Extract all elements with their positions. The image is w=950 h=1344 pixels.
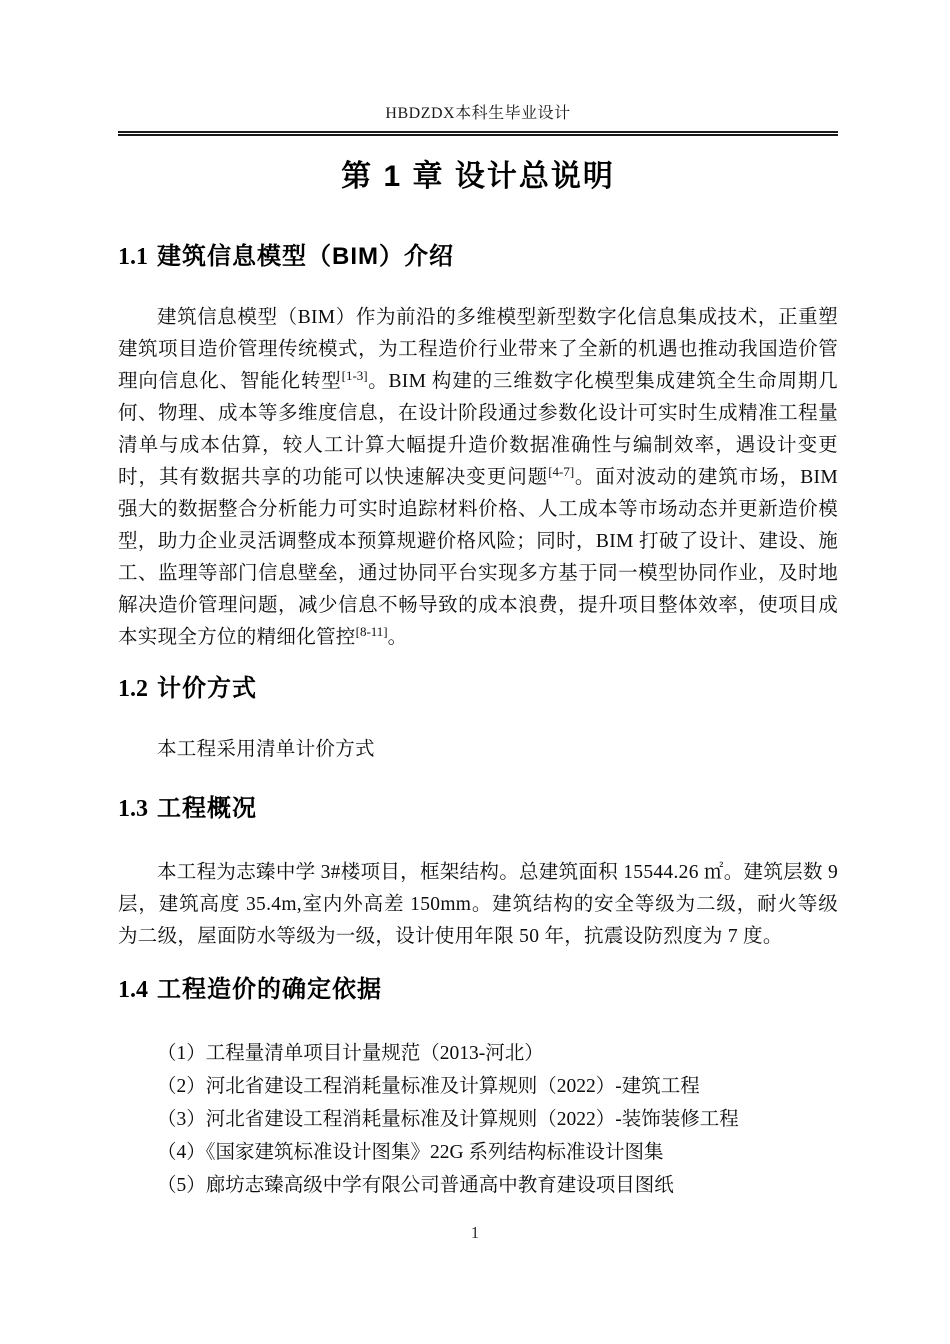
- list-item: （4）《国家建筑标准设计图集》22G 系列结构标准设计图集: [157, 1142, 664, 1163]
- chapter-title: 第 1 章 设计总说明: [341, 160, 615, 193]
- section-cost-basis: [118, 975, 838, 1202]
- paragraph-bim-intro: [118, 302, 838, 654]
- section-heading-1-2: [118, 674, 838, 704]
- section-bim-intro: [118, 242, 838, 654]
- paragraph-project-overview: 本工程为志臻中学 3#楼项目，框架结构。总建筑面积 15544.26 ㎡。建筑层数 9 层，建筑高度 35.4m,室内外高差 150mm。建筑结构的安全等级为二级，耐火等级为二级，屋面防水等级为一级，设计使用年限 50 年，抗震设防烈度为 7 度。: [118, 862, 838, 947]
- section-title: 工程概况: [157, 795, 257, 822]
- running-head: HBDZDX本科生毕业设计: [385, 105, 571, 122]
- citation-ref: [1-3]: [341, 368, 368, 383]
- list-item: （2）河北省建设工程消耗量标准及计算规则（2022）-建筑工程: [157, 1076, 700, 1097]
- page-number: 1: [470, 1223, 480, 1242]
- section-title: 建筑信息模型（BIM）介绍: [157, 243, 454, 270]
- list-item: （5）廊坊志臻高级中学有限公司普通高中教育建设项目图纸: [157, 1175, 674, 1196]
- section-heading-1-4: [118, 975, 838, 1005]
- section-title: 计价方式: [157, 675, 257, 702]
- list-item: （1）工程量清单项目计量规范（2013-河北）: [157, 1043, 544, 1064]
- section-project-overview: [118, 794, 838, 953]
- section-heading-1-1: [118, 242, 838, 272]
- list-item: （3）河北省建设工程消耗量标准及计算规则（2022）-装饰装修工程: [157, 1109, 739, 1130]
- paragraph-text: 建筑信息模型（BIM）作为前沿的多维模型新型数字化信息集成技术，正重塑建筑项目造价管理传统模式，为工程造价行业带来了全新的机遇也推动我国造价管理向信息化、智能化转型: [118, 307, 838, 392]
- paragraph-text: 。面对波动的建筑市场，BIM 强大的数据整合分析能力可实时追踪材料价格、人工成本等市场动态并更新造价模型，助力企业灵活调整成本预算规避价格风险；同时，BIM 打破了设计、建设、施工、监理等部门信息壁垒，通过协同平台实现多方基于同一模型协同作业，及时地解决造价管理问题，减少信息不畅导致的成本浪费，提升项目整体效率，使项目成本实现全方位的精细化管控: [118, 467, 838, 648]
- section-title: 工程造价的确定依据: [157, 976, 382, 1003]
- citation-ref: [4-7]: [548, 464, 575, 479]
- paragraph-text: 。: [387, 627, 408, 648]
- section-pricing-method: [118, 674, 838, 766]
- section-heading-1-3: [118, 794, 838, 824]
- header-rule: [118, 131, 838, 136]
- paragraph-pricing-method: 本工程采用清单计价方式: [157, 739, 375, 760]
- citation-ref: [8-11]: [355, 624, 388, 639]
- paragraph-text: 。BIM 构建的三维数字化模型集成建筑全生命周期几何、物理、成本等多维度信息，在设计阶段通过参数化设计可实时生成精准工程量清单与成本估算，较人工计算大幅提升造价数据准确性与编制效率，遇设计变更时，其有数据共享的功能可以快速解决变更问题: [118, 371, 838, 488]
- section-number: 1.4: [118, 977, 148, 1003]
- cost-basis-list: [118, 1037, 838, 1202]
- section-number: 1.1: [118, 244, 148, 270]
- page-header: [118, 0, 838, 136]
- section-number: 1.3: [118, 796, 148, 822]
- section-number: 1.2: [118, 676, 148, 702]
